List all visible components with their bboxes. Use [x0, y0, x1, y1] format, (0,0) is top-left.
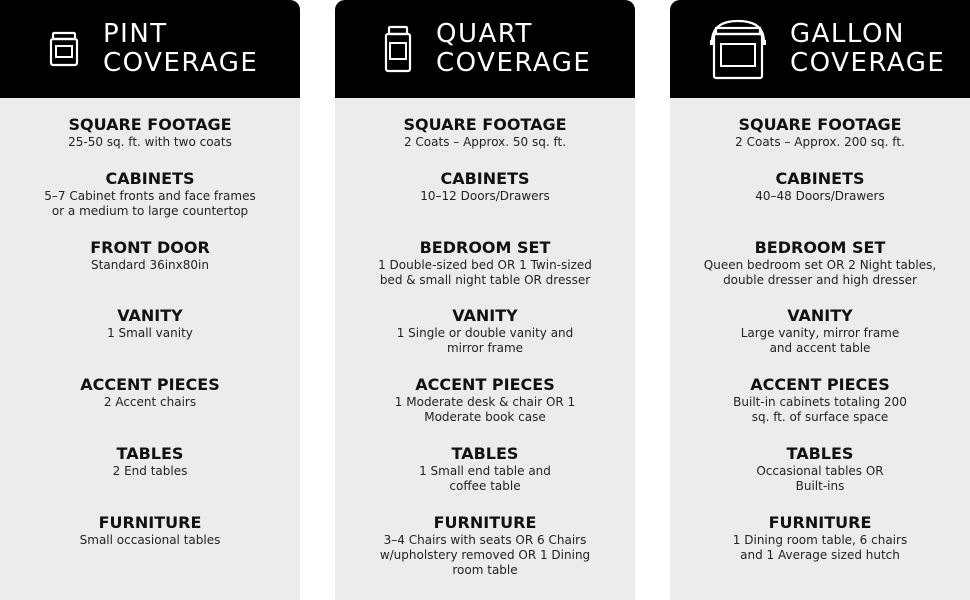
section-line: 25-50 sq. ft. with two coats	[68, 135, 232, 149]
section-heading: FURNITURE	[768, 513, 872, 532]
pint-section-square-footage	[0, 115, 300, 150]
section-line: Built-in cabinets totaling 200	[733, 395, 907, 409]
section-heading: FURNITURE	[98, 513, 202, 532]
quart-coverage-panel	[335, 0, 635, 600]
section-line: coffee table	[449, 479, 521, 493]
section-heading: ACCENT PIECES	[750, 375, 890, 394]
section-line: and 1 Average sized hutch	[740, 548, 900, 562]
section-line: 40–48 Doors/Drawers	[755, 189, 885, 203]
gallon-section-furniture	[670, 513, 970, 563]
section-line: 2 Accent chairs	[103, 395, 197, 409]
gallon-section-square-footage	[670, 115, 970, 150]
section-line: Standard 36inx80in	[91, 258, 209, 272]
section-heading: SQUARE FOOTAGE	[738, 115, 902, 134]
pint-section-cabinets	[0, 169, 300, 219]
gallon-header	[670, 0, 970, 98]
quart-section-tables	[335, 444, 635, 494]
section-line: 10–12 Doors/Drawers	[420, 189, 550, 203]
section-line: 1 Double-sized bed OR 1 Twin-sized	[378, 258, 592, 272]
section-heading: BEDROOM SET	[754, 238, 886, 257]
pint-header	[0, 0, 300, 98]
quart-section-bedroom-set	[335, 238, 635, 288]
section-heading: ACCENT PIECES	[415, 375, 555, 394]
section-line: Queen bedroom set OR 2 Night tables,	[703, 258, 937, 272]
section-line: Moderate book case	[424, 410, 546, 424]
section-heading: TABLES	[786, 444, 854, 463]
section-heading: BEDROOM SET	[419, 238, 551, 257]
pint-section-front-door	[0, 238, 300, 273]
section-line: Large vanity, mirror frame	[740, 326, 900, 340]
gallon-coverage-panel	[670, 0, 970, 600]
gallon-title	[790, 20, 945, 78]
gallon-title-line1: GALLON	[790, 19, 905, 49]
section-heading: VANITY	[117, 306, 183, 325]
section-line: 1 Single or double vanity and	[396, 326, 574, 340]
section-line: Occasional tables OR	[756, 464, 884, 478]
section-heading: FRONT DOOR	[90, 238, 210, 257]
pint-section-furniture	[0, 513, 300, 548]
section-line: 3–4 Chairs with seats OR 6 Chairs	[383, 533, 587, 547]
section-line: bed & small night table OR dresser	[379, 273, 591, 287]
section-line: Built-ins	[795, 479, 845, 493]
section-line: 1 Dining room table, 6 chairs	[732, 533, 908, 547]
quart-section-accent-pieces	[335, 375, 635, 425]
section-line: 2 Coats – Approx. 50 sq. ft.	[403, 135, 567, 149]
gallon-section-cabinets	[670, 169, 970, 204]
quart-jar-icon	[384, 25, 412, 73]
gallon-section-vanity	[670, 306, 970, 356]
section-heading: CABINETS	[775, 169, 865, 188]
quart-section-square-footage	[335, 115, 635, 150]
gallon-can-icon	[708, 18, 768, 80]
quart-section-cabinets	[335, 169, 635, 204]
pint-coverage-panel	[0, 0, 300, 600]
section-line: or a medium to large countertop	[51, 204, 249, 218]
pint-title	[103, 20, 258, 78]
section-line: mirror frame	[446, 341, 524, 355]
pint-section-vanity	[0, 306, 300, 341]
section-line: 2 Coats – Approx. 200 sq. ft.	[735, 135, 905, 149]
pint-title-line2: COVERAGE	[103, 48, 259, 78]
section-heading: SQUARE FOOTAGE	[403, 115, 567, 134]
quart-title-line2: COVERAGE	[436, 48, 592, 78]
section-line: sq. ft. of surface space	[751, 410, 889, 424]
gallon-title-line2: COVERAGE	[790, 48, 946, 78]
section-line: 1 Small end table and	[419, 464, 551, 478]
section-line: room table	[452, 563, 518, 577]
pint-title-line1: PINT	[103, 19, 168, 49]
gallon-section-tables	[670, 444, 970, 494]
section-line: and accent table	[769, 341, 871, 355]
pint-section-accent-pieces	[0, 375, 300, 410]
section-line: 1 Small vanity	[107, 326, 193, 340]
section-heading: VANITY	[787, 306, 853, 325]
gallon-section-bedroom-set	[670, 238, 970, 288]
quart-section-vanity	[335, 306, 635, 356]
section-heading: CABINETS	[105, 169, 195, 188]
section-heading: VANITY	[452, 306, 518, 325]
section-heading: TABLES	[451, 444, 519, 463]
section-line: w/upholstery removed OR 1 Dining	[379, 548, 591, 562]
gallon-section-accent-pieces	[670, 375, 970, 425]
section-line: 2 End tables	[112, 464, 188, 478]
quart-title-line1: QUART	[436, 19, 533, 49]
section-line: 1 Moderate desk & chair OR 1	[394, 395, 576, 409]
section-heading: SQUARE FOOTAGE	[68, 115, 232, 134]
pint-jar-icon	[49, 31, 79, 67]
quart-header	[335, 0, 635, 98]
section-heading: CABINETS	[440, 169, 530, 188]
section-heading: FURNITURE	[433, 513, 537, 532]
section-line: 5–7 Cabinet fronts and face frames	[44, 189, 256, 203]
quart-title	[436, 20, 591, 78]
section-line: double dresser and high dresser	[723, 273, 917, 287]
section-heading: ACCENT PIECES	[80, 375, 220, 394]
section-line: Small occasional tables	[79, 533, 221, 547]
pint-section-tables	[0, 444, 300, 479]
quart-section-furniture	[335, 513, 635, 578]
section-heading: TABLES	[116, 444, 184, 463]
